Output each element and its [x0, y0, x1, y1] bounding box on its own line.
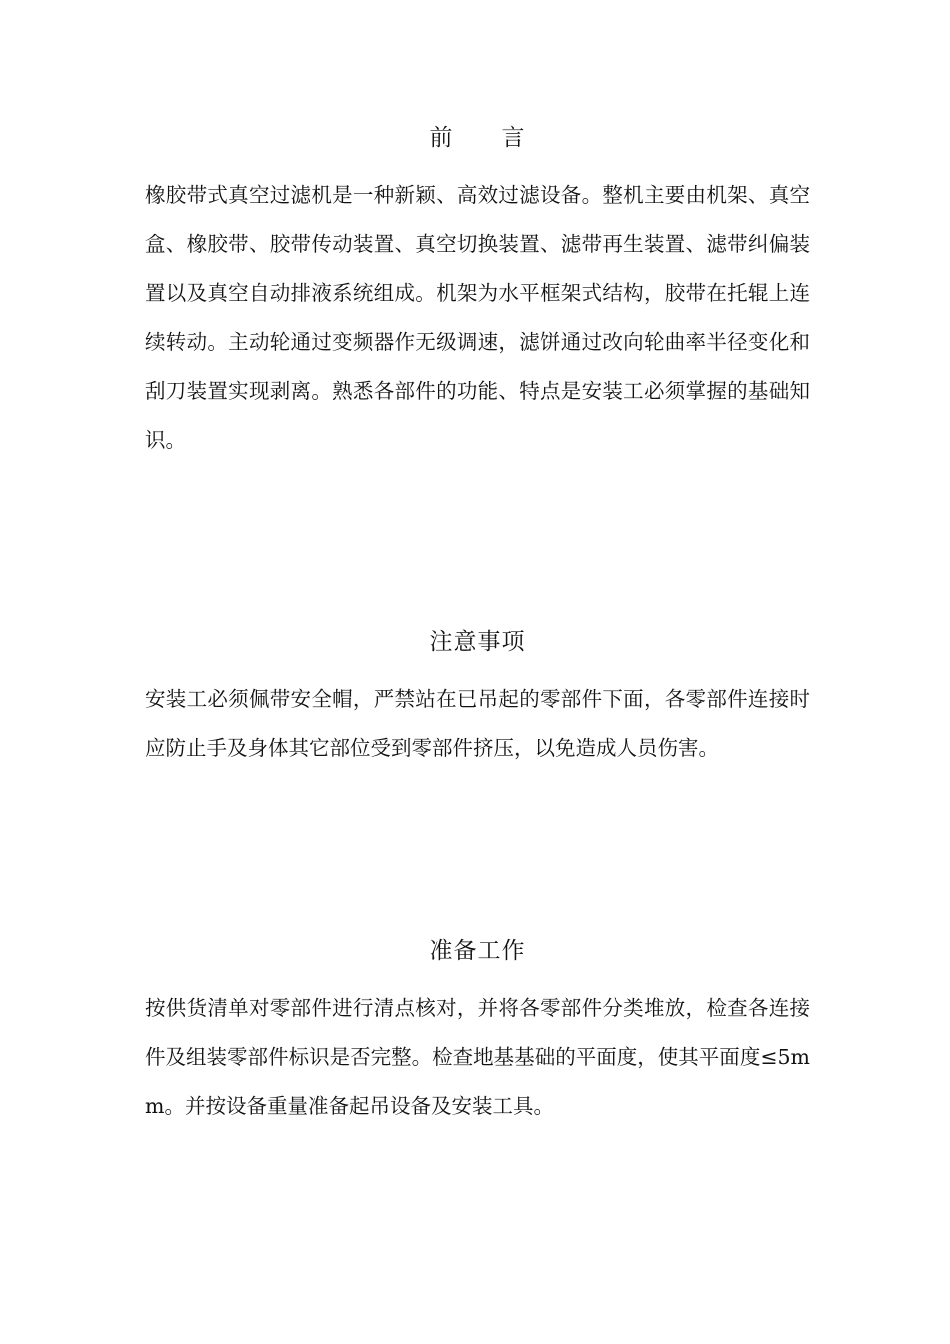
- section-notice: [145, 627, 810, 773]
- section-heading-preface: 前 言: [429, 125, 526, 151]
- section-body-notice: 安装工必须佩带安全帽，严禁站在已吊起的零部件下面，各零部件连接时应防止手及身体其它部位受到零部件挤压，以免造成人员伤害。: [145, 687, 810, 760]
- section-body-preface: 橡胶带式真空过滤机是一种新颖、高效过滤设备。整机主要由机架、真空盒、橡胶带、胶带传动装置、真空切换装置、滤带再生装置、滤带纠偏装置以及真空自动排液系统组成。机架为水平框架式结构，胶带在托辊上连续转动。主动轮通过变频器作无级调速，滤饼通过改向轮曲率半径变化和刮刀装置实现剥离。熟悉各部件的功能、特点是安装工必须掌握的基础知识。: [145, 183, 810, 452]
- section-heading-notice: 注意事项: [429, 629, 526, 655]
- section-preparation: [145, 936, 810, 1131]
- section-body-preparation: 按供货清单对零部件进行清点核对，并将各零部件分类堆放，检查各连接件及组装零部件标识是否完整。检查地基基础的平面度，使其平面度≤5mm。并按设备重量准备起吊设备及安装工具。: [145, 996, 810, 1118]
- section-heading-preparation: 准备工作: [429, 938, 526, 964]
- section-preface: [145, 123, 810, 465]
